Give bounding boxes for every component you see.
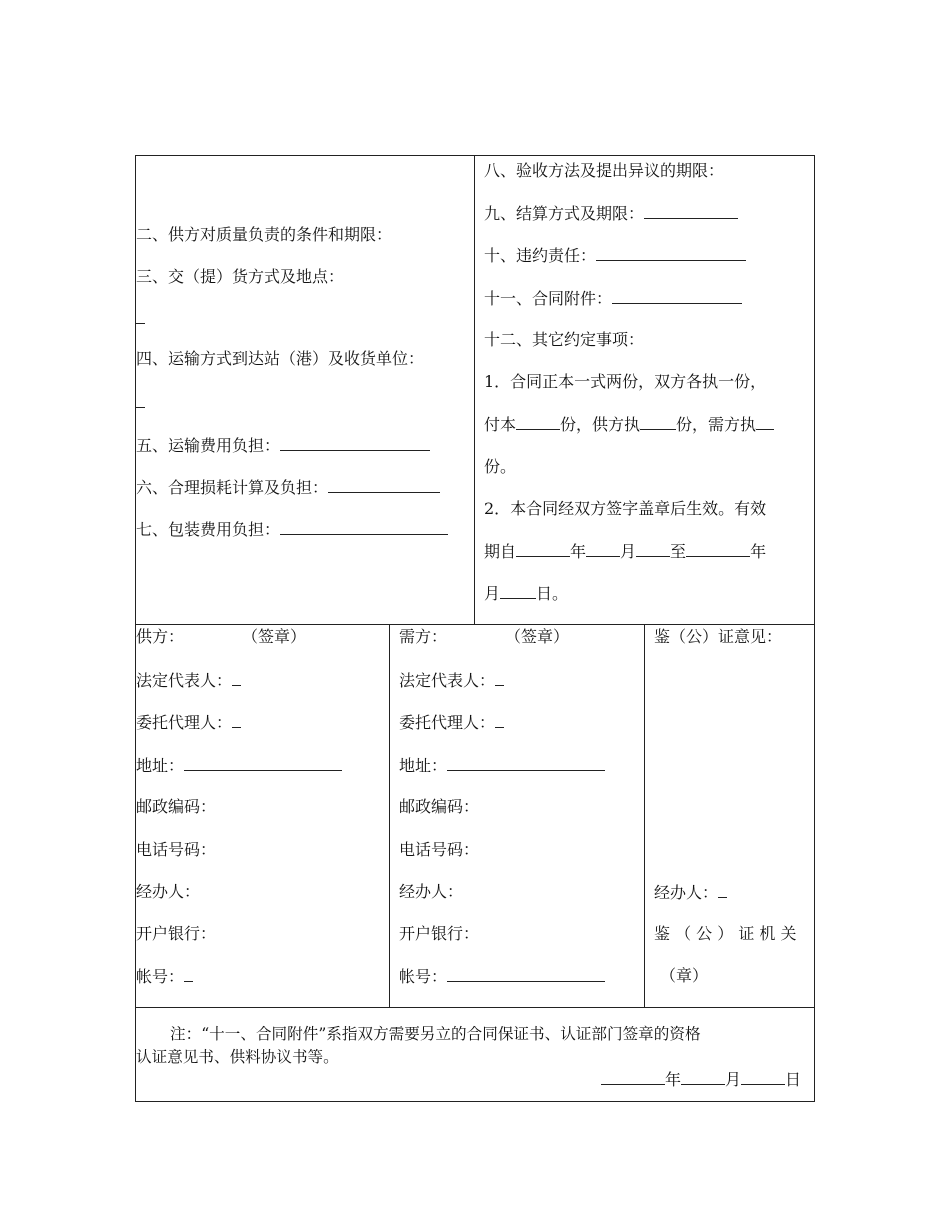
item-2-line-1: 2．本合同经双方签字盖章后生效。有效: [484, 499, 767, 518]
buyer-label: 需方：: [399, 627, 448, 646]
notary-authority: 鉴 （ 公 ） 证 机 关: [654, 924, 797, 943]
notary-seal: （章）: [660, 966, 709, 985]
notary-handler-blank[interactable]: [718, 882, 727, 898]
note-line-2: 认证意见书、供料协议书等。: [136, 1048, 339, 1066]
supplier-label: 供方：: [136, 627, 185, 646]
notary-title: 鉴（公）证意见：: [654, 627, 783, 646]
transport-blank[interactable]: [136, 392, 145, 413]
note-year-label: 年: [665, 1070, 682, 1089]
buyer-agent: [399, 712, 504, 733]
supplier-title: [136, 627, 306, 647]
note-line-1: [136, 1024, 701, 1044]
item-2-line-3: [484, 583, 568, 604]
settlement-blank[interactable]: [644, 203, 738, 219]
copies-label: 付本: [484, 415, 517, 434]
supplier-agent-blank[interactable]: [232, 712, 241, 728]
buyer-handler: 经办人：: [399, 882, 464, 901]
month-label: 月: [620, 542, 637, 561]
attachments-blank[interactable]: [612, 288, 742, 304]
supplier-account-blank[interactable]: [184, 966, 193, 982]
buyer-address-label: 地址：: [399, 756, 448, 775]
note-day-blank[interactable]: [741, 1069, 785, 1085]
contract-form: [135, 155, 815, 1102]
supplier-handler: 经办人：: [136, 882, 201, 901]
end-day-blank[interactable]: [500, 583, 536, 599]
buyer-agent-label: 委托代理人：: [399, 713, 496, 732]
supplier-seal: （签章）: [250, 627, 307, 646]
buyer-legal-rep-blank[interactable]: [495, 670, 504, 686]
item-1-line-2: [484, 414, 774, 435]
delivery-method: 三、交（提）货方式及地点：: [136, 267, 345, 286]
contract-attachments: [484, 288, 742, 309]
other-terms: 十二、其它约定事项：: [484, 330, 645, 349]
loss-calculation: [136, 477, 440, 498]
note-day-label: 日: [785, 1070, 802, 1089]
breach-blank[interactable]: [596, 245, 746, 261]
settlement-label: 九、结算方式及期限：: [484, 204, 645, 223]
end-year-blank[interactable]: [686, 541, 750, 557]
supplier-legal-rep-label: 法定代表人：: [136, 671, 233, 690]
end-month-label: 月: [484, 584, 501, 603]
buyer-agent-blank[interactable]: [495, 712, 504, 728]
loss-blank[interactable]: [328, 477, 440, 493]
transport-fee-blank[interactable]: [280, 435, 430, 451]
supplier-copies-label: 份，供方执: [560, 415, 641, 434]
supplier-bank: 开户银行：: [136, 924, 217, 943]
delivery-blank[interactable]: [136, 308, 145, 329]
note-text-1: 注：“十一、合同附件”系指双方需要另立的合同保证书、认证部门签章的资格: [170, 1025, 701, 1043]
supplier-agent-label: 委托代理人：: [136, 713, 233, 732]
buyer-title: [399, 627, 569, 647]
to-label: 至: [670, 542, 687, 561]
inspection-method: 八、验收方法及提出异议的期限：: [484, 161, 725, 180]
supplier-account-label: 帐号：: [136, 967, 185, 986]
attachments-label: 十一、合同附件：: [484, 289, 613, 308]
notary-handler: [654, 882, 727, 903]
note-month-blank[interactable]: [681, 1069, 725, 1085]
supplier-address: [136, 755, 342, 776]
packing-blank[interactable]: [280, 519, 448, 535]
buyer-account-blank[interactable]: [447, 966, 605, 982]
supplier-agent: [136, 712, 241, 733]
supplier-account: [136, 966, 193, 987]
supplier-postcode: 邮政编码：: [136, 797, 217, 816]
breach-label: 十、违约责任：: [484, 246, 597, 265]
supplier-copies-blank[interactable]: [640, 414, 676, 430]
end-day-label: 日。: [536, 584, 569, 603]
packing-label: 七、包装费用负担：: [136, 520, 281, 539]
supplier-address-label: 地址：: [136, 756, 185, 775]
packing-fee: [136, 519, 448, 540]
breach-liability: [484, 245, 746, 266]
buyer-phone: 电话号码：: [399, 840, 480, 859]
start-month-blank[interactable]: [586, 541, 620, 557]
quality-terms: 二、供方对质量负责的条件和期限：: [136, 225, 393, 244]
note-month-label: 月: [725, 1070, 742, 1089]
buyer-account: [399, 966, 605, 987]
buyer-bank: 开户银行：: [399, 924, 480, 943]
loss-label: 六、合理损耗计算及负担：: [136, 478, 329, 497]
buyer-legal-rep: [399, 670, 504, 691]
divider-top-middle: [474, 156, 475, 624]
transport-fee: [136, 435, 430, 456]
note-year-blank[interactable]: [601, 1069, 665, 1085]
divider-note: [136, 1007, 814, 1008]
start-day-blank[interactable]: [636, 541, 670, 557]
divider-parties-2: [644, 624, 645, 1007]
buyer-copies-label: 份，需方执: [676, 415, 757, 434]
supplier-legal-rep-blank[interactable]: [232, 670, 241, 686]
end-year-label: 年: [750, 542, 767, 561]
buyer-legal-rep-label: 法定代表人：: [399, 671, 496, 690]
supplier-address-blank[interactable]: [184, 755, 342, 771]
buyer-postcode: 邮政编码：: [399, 797, 480, 816]
start-year-blank[interactable]: [516, 541, 570, 557]
settlement-method: [484, 203, 738, 224]
copies-blank[interactable]: [516, 414, 560, 430]
buyer-address-blank[interactable]: [447, 755, 605, 771]
buyer-account-label: 帐号：: [399, 967, 448, 986]
note-date: [601, 1069, 801, 1090]
buyer-seal: （签章）: [513, 627, 570, 646]
transport-fee-label: 五、运输费用负担：: [136, 436, 281, 455]
item-1-line-1: 1．合同正本一式两份，双方各执一份，: [484, 372, 767, 391]
transport-method: 四、运输方式到达站（港）及收货单位：: [136, 349, 425, 368]
item-1-line-3: 份。: [484, 457, 517, 476]
supplier-legal-rep: [136, 670, 241, 691]
buyer-address: [399, 755, 605, 776]
valid-from-label: 期自: [484, 542, 517, 561]
divider-top-sections: [136, 624, 814, 625]
buyer-copies-blank[interactable]: [756, 414, 774, 430]
divider-parties-1: [389, 624, 390, 1007]
item-2-line-2: [484, 541, 766, 562]
notary-handler-label: 经办人：: [654, 883, 719, 902]
supplier-phone: 电话号码：: [136, 840, 217, 859]
year-label: 年: [570, 542, 587, 561]
